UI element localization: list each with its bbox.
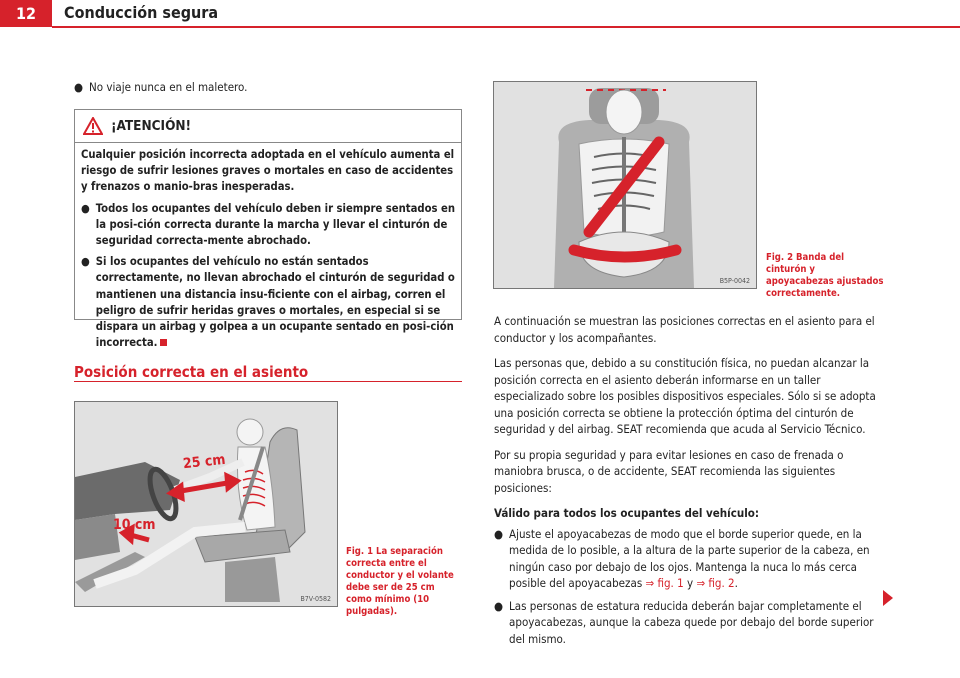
right-bullet-2-text: Las personas de estatura reducida deberán bajar completamente el apoyacabezas, aunque la cabeza quede por debajo del borde superior del mismo. <box>509 598 874 646</box>
driver-seat-illustration <box>75 402 337 606</box>
next-page-arrow-icon[interactable] <box>883 590 893 606</box>
distance-label-10cm: 10 cm <box>113 517 156 533</box>
warning-header <box>75 110 461 143</box>
paragraph-2: Las personas que, debido a su constitución física, no puedan alcanzar la posición correcta en el asiento deberán informarse en un taller especializado sobre los posibles dispositivos especiales. Sólo si se adopta una posición correcta se obtiene la protección óptima del cinturón de seguridad y del airbag. SEAT recomienda que acuda al Servicio Técnico. <box>494 356 876 436</box>
warning-bullet-2-text: Si los ocupantes del vehículo no están sentados correctamente, no llevan abrochado el cinturón de seguridad o mantienen una distancia insu-ficiente con el airbag, corren el peligro de sufrir heridas graves o mortales, en especial si se dispara un airbag y golpea a un ocupante sentado en posi-ción incorrecta. <box>95 255 455 350</box>
section-rule <box>74 381 462 382</box>
figure-1-image <box>74 401 338 607</box>
header-rule <box>52 26 960 28</box>
warning-triangle-icon <box>83 117 103 135</box>
figure-1-link[interactable]: ⇒ fig. 1 <box>645 576 684 590</box>
warning-paragraph: Cualquier posición incorrecta adoptada en el vehículo aumenta el riesgo de sufrir lesiones graves o mortales en caso de accidentes y frenazos o manio-bras inesperadas. <box>81 148 455 194</box>
end-square-icon <box>160 339 167 346</box>
warning-box <box>74 109 462 350</box>
figure-1-caption: Fig. 1 La separación correcta entre el conductor y el volante debe ser de 25 cm como mínimo (10 pulgadas). <box>346 546 454 617</box>
paragraph-3: Por su propia seguridad y para evitar lesiones en caso de frenada o maniobra brusca, o de accidente, SEAT recomienda las siguientes posiciones: <box>494 447 844 495</box>
paragraph-1: A continuación se muestran las posiciones correctas en el asiento para el conductor y los acompañantes. <box>494 314 875 345</box>
figure-2-code: B5P-0042 <box>719 277 750 285</box>
right-bullet-1-text: Ajuste el apoyacabezas de modo que el borde superior quede, en la medida de lo posible, a la altura de la parte superior de la cabeza, en ningún caso por debajo de los ojos. Mantenga la nuca lo más cerca posible del apoyacabezas ⇒ fig. 1 y ⇒ fig. 2. <box>509 526 870 590</box>
intro-bullet <box>74 79 462 96</box>
bullet-icon: ● <box>81 201 90 215</box>
page-title: Conducción segura <box>64 3 219 22</box>
bullet-icon: ● <box>81 255 90 269</box>
warning-bullet-1-text: Todos los ocupantes del vehículo deben ir siempre sentados en la posi-ción correcta durante la marcha y llevar el cinturón de seguridad correcta-mente abrochado. <box>95 201 455 248</box>
warning-body <box>75 143 461 351</box>
right-bullet-2 <box>494 598 886 648</box>
warning-bullet-1 <box>81 201 455 250</box>
figure-1-code: B7V-0582 <box>300 595 331 603</box>
figure-2-link[interactable]: ⇒ fig. 2 <box>696 576 735 590</box>
section-title: Posición correcta en el asiento <box>74 363 309 381</box>
headrest-belt-illustration <box>494 82 756 288</box>
right-column-text <box>494 313 886 647</box>
bullet-icon: ● <box>494 526 504 541</box>
bullet-icon: ● <box>494 598 504 613</box>
figure-2-caption: Fig. 2 Banda del cinturón y apoyacabezas ajustados correctamente. <box>766 252 884 299</box>
intro-bullet-text: No viaje nunca en el maletero. <box>89 80 248 94</box>
distance-label-25cm: 25 cm <box>182 451 227 473</box>
bullet-icon: ● <box>74 80 84 94</box>
warning-title: ¡ATENCIÓN! <box>111 118 192 134</box>
subheading: Válido para todos los ocupantes del vehículo: <box>494 506 759 520</box>
page-number: 12 <box>0 0 52 27</box>
figure-2-image <box>493 81 757 289</box>
warning-bullet-2 <box>81 254 455 351</box>
right-bullet-1 <box>494 526 886 592</box>
